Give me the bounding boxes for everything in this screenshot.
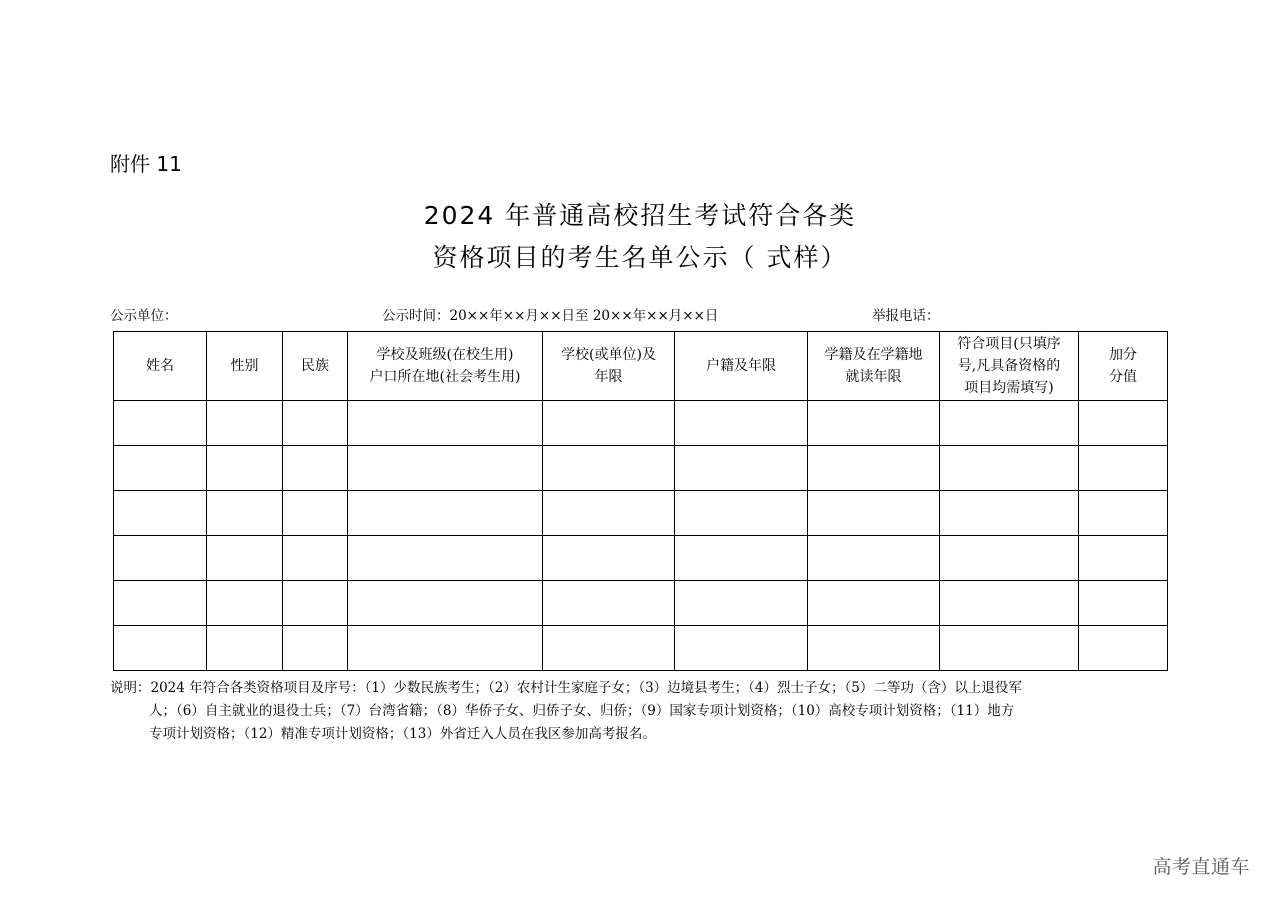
- table-cell: [114, 491, 207, 536]
- table-cell: [1079, 581, 1168, 626]
- table-row: [114, 581, 1168, 626]
- table-cell: [207, 626, 283, 671]
- table-cell: [207, 581, 283, 626]
- table-cell: [348, 626, 543, 671]
- column-header-text: 民族: [301, 358, 329, 374]
- table-cell: [940, 581, 1079, 626]
- note-line-1: 说明：2024 年符合各类资格项目及序号：（1）少数民族考生；（2）农村计生家庭子女；（3）边境县考生；（4）烈士子女；（5）二等功（含）以上退役军: [110, 680, 1022, 696]
- table-cell: [114, 401, 207, 446]
- table-cell: [207, 446, 283, 491]
- table-cell: [543, 446, 675, 491]
- candidate-roster-table: [113, 331, 1168, 671]
- column-header-text: 就读年限: [845, 369, 902, 385]
- table-cell: [283, 626, 348, 671]
- table-cell: [207, 491, 283, 536]
- table-cell: [675, 536, 808, 581]
- table-cell: [940, 446, 1079, 491]
- column-header: [940, 332, 1079, 401]
- table-cell: [283, 491, 348, 536]
- table-cell: [808, 581, 940, 626]
- table-cell: [283, 401, 348, 446]
- column-header: [283, 332, 348, 401]
- table-row: [114, 446, 1168, 491]
- table-cell: [543, 626, 675, 671]
- column-header: [675, 332, 808, 401]
- table-cell: [114, 536, 207, 581]
- column-header: [543, 332, 675, 401]
- table-cell: [675, 446, 808, 491]
- table-cell: [114, 626, 207, 671]
- column-header-text: 性别: [230, 358, 259, 374]
- column-header-text: 项目均需填写): [964, 380, 1054, 396]
- publicity-unit-label: 公示单位：: [110, 308, 178, 324]
- table-cell: [114, 581, 207, 626]
- table-cell: [543, 401, 675, 446]
- table-cell: [348, 446, 543, 491]
- table-cell: [543, 491, 675, 536]
- table-cell: [1079, 536, 1168, 581]
- table-cell: [808, 401, 940, 446]
- table-cell: [283, 581, 348, 626]
- column-header: [114, 332, 207, 401]
- column-header-text: 户籍及年限: [706, 358, 776, 374]
- table-row: [114, 536, 1168, 581]
- table-cell: [675, 581, 808, 626]
- table-cell: [207, 401, 283, 446]
- table-row: [114, 401, 1168, 446]
- column-header: [1079, 332, 1168, 401]
- table-cell: [348, 581, 543, 626]
- column-header-text: 分值: [1109, 369, 1137, 385]
- publicity-time-text: 公示时间：20××年××月××日至 20××年××月××日: [382, 308, 719, 324]
- note-line-2: 人；（6）自主就业的退役士兵；（7）台湾省籍；（8）华侨子女、归侨子女、归侨；（9）国家专项计划资格；（10）高校专项计划资格；（11）地方: [149, 703, 1015, 719]
- table-cell: [1079, 491, 1168, 536]
- column-header-text: 学校及班级(在校生用): [376, 347, 514, 363]
- table-cell: [808, 446, 940, 491]
- note-line-3: 专项计划资格；（12）精准专项计划资格；（13）外省迁入人员在我区参加高考报名。: [149, 726, 656, 742]
- watermark-text: 高考直通车: [1152, 856, 1250, 878]
- attachment-label: 附件 11: [110, 152, 182, 176]
- table-cell: [283, 446, 348, 491]
- column-header-text: 年限: [594, 369, 623, 385]
- table-cell: [808, 626, 940, 671]
- table-cell: [808, 491, 940, 536]
- table-cell: [940, 401, 1079, 446]
- table-cell: [207, 536, 283, 581]
- column-header-text: 号,凡具备资格的: [957, 358, 1061, 374]
- table-cell: [348, 536, 543, 581]
- column-header-text: 加分: [1109, 347, 1137, 363]
- table-cell: [675, 491, 808, 536]
- table-cell: [940, 626, 1079, 671]
- document-title-line-2: 资格项目的考生名单公示（ 式样）: [432, 243, 848, 272]
- table-cell: [348, 401, 543, 446]
- column-header-text: 学籍及在学籍地: [824, 347, 923, 363]
- explanation-note: [110, 677, 1170, 746]
- document-title-line-1: 2024 年普通高校招生考试符合各类: [423, 201, 857, 230]
- table-cell: [808, 536, 940, 581]
- table-cell: [283, 536, 348, 581]
- column-header-text: 符合项目(只填序: [957, 336, 1061, 352]
- report-phone-label: 举报电话：: [872, 308, 940, 324]
- table-cell: [675, 626, 808, 671]
- column-header: [207, 332, 283, 401]
- table-cell: [940, 536, 1079, 581]
- table-cell: [1079, 446, 1168, 491]
- table-cell: [543, 536, 675, 581]
- table-cell: [1079, 401, 1168, 446]
- table-row: [114, 626, 1168, 671]
- table-cell: [114, 446, 207, 491]
- column-header: [348, 332, 543, 401]
- column-header-text: 学校(或单位)及: [561, 347, 656, 363]
- table-row: [114, 491, 1168, 536]
- column-header-text: 户口所在地(社会考生用): [369, 369, 521, 385]
- table-cell: [543, 581, 675, 626]
- column-header: [808, 332, 940, 401]
- table-cell: [348, 491, 543, 536]
- column-header-text: 姓名: [146, 358, 174, 374]
- table-header-row: [114, 332, 1168, 401]
- table-cell: [675, 401, 808, 446]
- table-cell: [940, 491, 1079, 536]
- table-cell: [1079, 626, 1168, 671]
